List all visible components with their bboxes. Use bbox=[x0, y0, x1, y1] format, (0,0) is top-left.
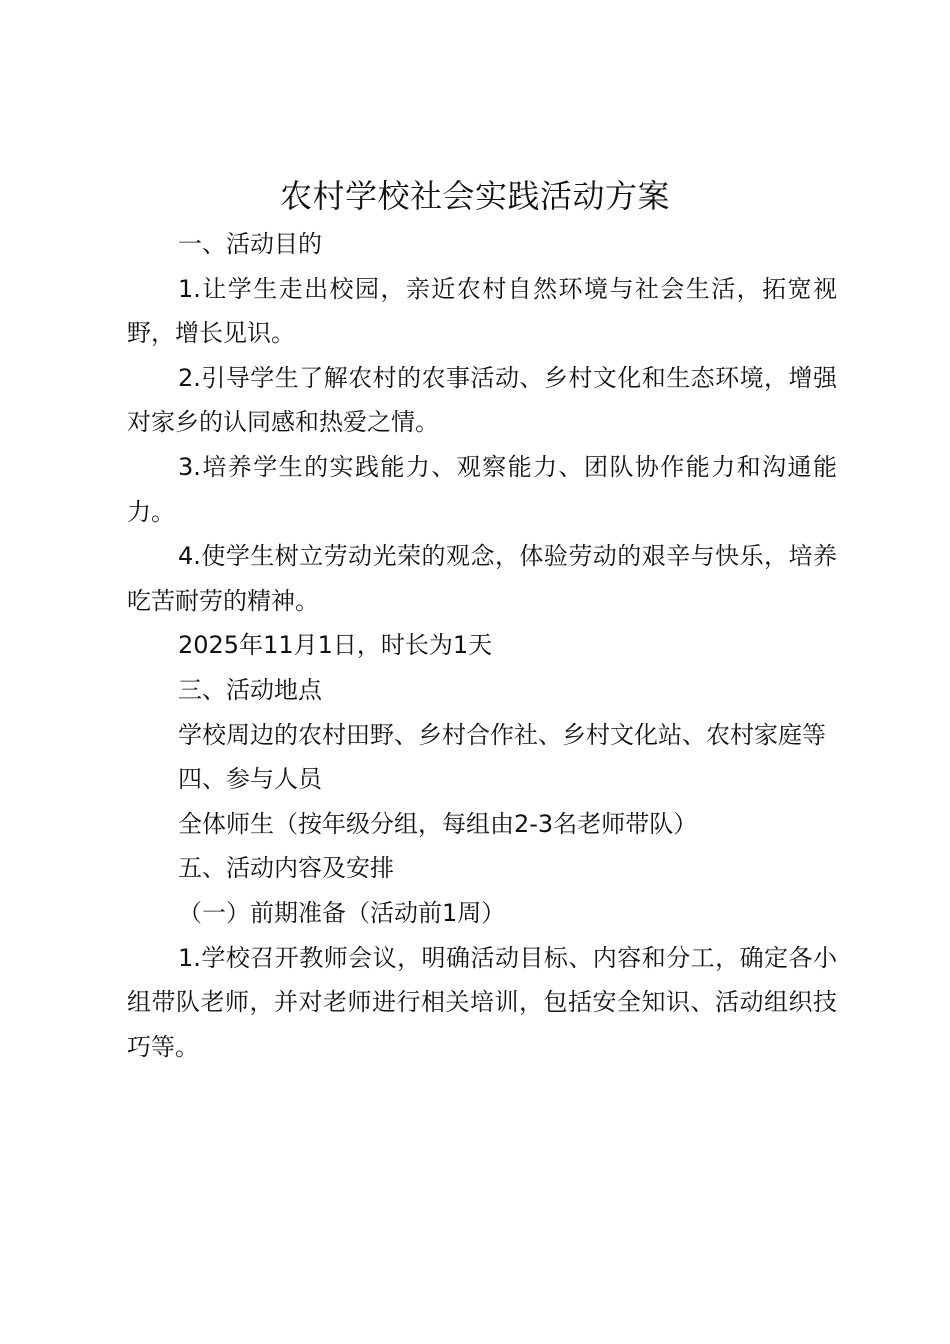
participants-text: 全体师生（按年级分组，每组由2-3名老师带队） bbox=[178, 809, 698, 838]
preparation-item-1: 1.学校召开教师会议，明确活动目标、内容和分工，确定各小组带队老师，并对老师进行相关培训，包括安全知识、活动组织技巧等。 bbox=[127, 943, 837, 1061]
section-heading-content: 五、活动内容及安排 bbox=[178, 854, 394, 883]
document-title: 农村学校社会实践活动方案 bbox=[279, 177, 670, 215]
activity-time: 2025年11月1日，时长为1天 bbox=[178, 631, 493, 660]
section-heading-participants: 四、参与人员 bbox=[178, 765, 322, 794]
subsection-heading-preparation: （一）前期准备（活动前1周） bbox=[178, 898, 506, 927]
location-text: 学校周边的农村田野、乡村合作社、乡村文化站、农村家庭等 bbox=[178, 720, 826, 749]
document-body bbox=[127, 222, 837, 1069]
purpose-item-1: 1.让学生走出校园，亲近农村自然环境与社会生活，拓宽视野，增长见识。 bbox=[127, 274, 837, 348]
section-heading-location: 三、活动地点 bbox=[178, 675, 322, 704]
purpose-item-4: 4.使学生树立劳动光荣的观念，体验劳动的艰辛与快乐，培养吃苦耐劳的精神。 bbox=[127, 542, 837, 615]
purpose-item-3: 3.培养学生的实践能力、观察能力、团队协作能力和沟通能力。 bbox=[127, 452, 837, 526]
purpose-item-2: 2.引导学生了解农村的农事活动、乡村文化和生态环境，增强对家乡的认同感和热爱之情。 bbox=[127, 363, 837, 437]
section-heading-purpose: 一、活动目的 bbox=[178, 230, 322, 258]
